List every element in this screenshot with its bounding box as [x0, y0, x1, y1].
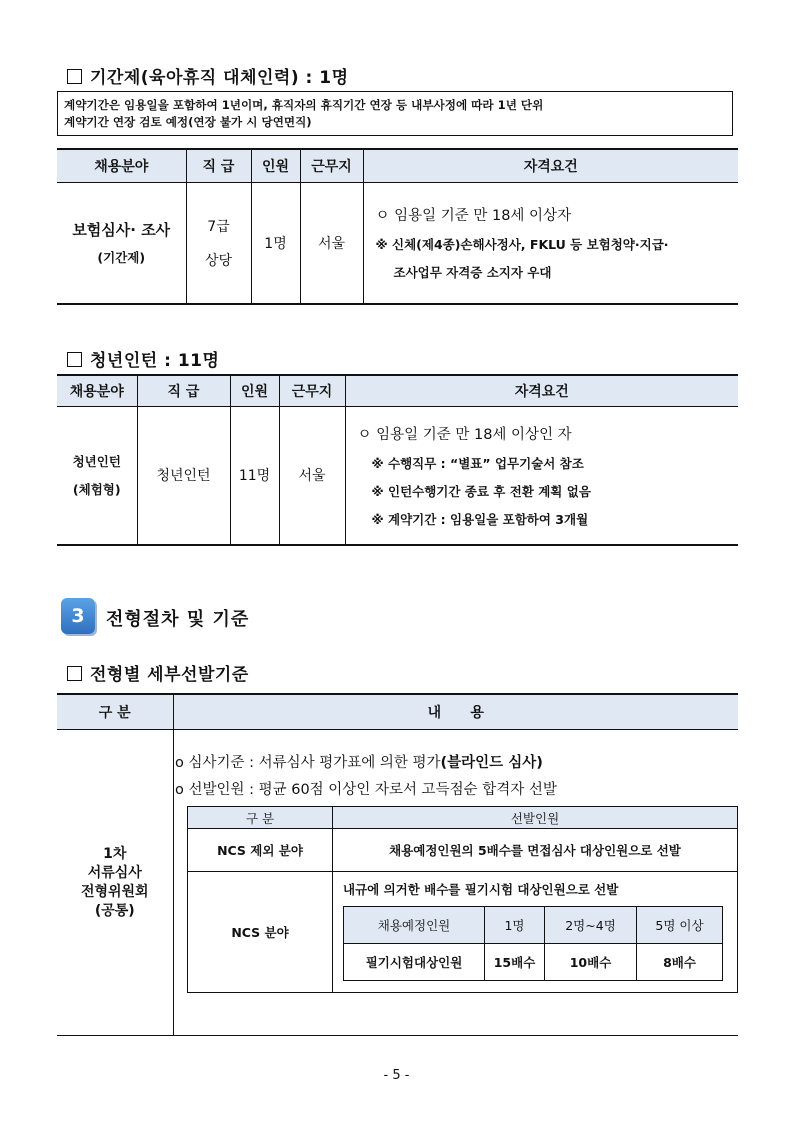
selection-count-table: [187, 806, 738, 993]
count-cell: 1명: [251, 182, 300, 304]
field-cell: [57, 406, 137, 545]
stage-line: 서류심사: [87, 864, 142, 881]
intern-position-table: [57, 374, 738, 546]
notice-line: 계약기간 연장 검토 예정(연장 불가 시 당연면직): [64, 115, 312, 129]
col-header: 직 급: [186, 149, 251, 182]
nested-ratio-table: [343, 906, 723, 981]
section-number-badge: 3: [61, 598, 95, 634]
notice-line: 계약기간은 임용일을 포함하여 1년이며, 휴직자의 휴직기간 연장 등 내부사정에 따라 1년 단위: [64, 98, 544, 112]
section-heading-intern: [67, 346, 219, 371]
requirement-note: ※ 신체(제4종)손해사정사, FKLU 등 보험청약·지급·: [375, 237, 669, 253]
criteria-bold: (블라인드 심사): [440, 755, 543, 771]
section-title: 청년인턴 : 11명: [90, 351, 220, 371]
selection-line: o 선발인원 : 평균 60점 이상인 자로서 고득점순 합격자 선발: [175, 782, 557, 798]
requirement-main: ㅇ 임용일 기준 만 18세 이상자: [375, 208, 572, 225]
inner-category: NCS 분야: [188, 872, 333, 993]
nested-cell: 5명 이상: [637, 907, 723, 944]
requirement-main: ㅇ 임용일 기준 만 18세 이상인 자: [357, 426, 572, 443]
col-header: 자격요건: [345, 375, 738, 406]
nested-cell: 10배수: [545, 944, 637, 981]
inner-desc: 채용예정인원의 5배수를 면접심사 대상인원으로 선발: [333, 829, 738, 872]
nested-cell: 8배수: [637, 944, 723, 981]
requirement-note: ※ 계약기간 : 임용일을 포함하여 3개월: [371, 511, 589, 527]
col-header: 구 분: [57, 694, 173, 730]
inner-category: NCS 제외 분야: [188, 829, 333, 872]
contract-notice-box: [57, 91, 733, 136]
nested-cell: 채용예정인원: [344, 907, 485, 944]
grade-cell: [186, 182, 251, 304]
inner-header: 구 분: [188, 807, 333, 829]
criteria-line: [175, 751, 543, 772]
inner-desc: 내규에 의거한 배수를 필기시험 대상인원으로 선발: [343, 882, 619, 897]
nested-cell: 2명~4명: [545, 907, 637, 944]
section-heading-criteria: [67, 660, 249, 685]
col-header: 근무지: [279, 375, 345, 406]
field-cell: [57, 182, 186, 304]
field-sub: (기간제): [97, 250, 146, 266]
requirements-cell: [345, 406, 738, 545]
requirements-cell: [363, 182, 738, 304]
nested-cell: 1명: [485, 907, 545, 944]
inner-header: 선발인원: [333, 807, 738, 829]
stage-cell: [57, 730, 173, 1036]
field-name: 청년인턴: [72, 454, 121, 470]
col-header: 인원: [230, 375, 279, 406]
grade-line: 상당: [204, 252, 233, 269]
section-title: 전형절차 및 기준: [106, 609, 250, 630]
stage-line: 1차: [103, 845, 127, 862]
nested-cell: 필기시험대상인원: [344, 944, 485, 981]
temporary-position-table: [57, 148, 738, 305]
nested-cell: 15배수: [485, 944, 545, 981]
col-header: 자격요건: [363, 149, 738, 182]
requirement-note: ※ 수행직무 : “별표” 업무기술서 참조: [371, 455, 584, 471]
col-header: 직 급: [137, 375, 230, 406]
field-name: 보험심사· 조사: [72, 221, 171, 240]
count-cell: 11명: [230, 406, 279, 545]
checkbox-square-icon: [67, 69, 82, 84]
location-cell: 서울: [300, 182, 363, 304]
stage-line: 전형위원회: [80, 883, 149, 900]
section-title: 기간제(육아휴직 대체인력) : 1명: [90, 68, 349, 88]
page-number: - 5 -: [383, 1068, 410, 1083]
col-header: 내 용: [173, 694, 738, 730]
field-sub: (체험형): [72, 482, 121, 498]
grade-line: 7급: [207, 218, 230, 235]
inner-desc-cell: [333, 872, 738, 993]
requirement-note: 조사업무 자격증 소지자 우대: [393, 265, 552, 281]
checkbox-square-icon: [67, 352, 82, 367]
col-header: 채용분야: [57, 375, 137, 406]
section-subtitle: 전형별 세부선발기준: [90, 665, 249, 685]
grade-cell: 청년인턴: [137, 406, 230, 545]
requirement-note: ※ 인턴수행기간 종료 후 전환 계획 없음: [371, 483, 591, 499]
col-header: 근무지: [300, 149, 363, 182]
location-cell: 서울: [279, 406, 345, 545]
stage-line: (공통): [94, 902, 135, 919]
col-header: 인원: [251, 149, 300, 182]
criteria-text: o 심사기준 : 서류심사 평가표에 의한 평가: [175, 755, 441, 771]
col-header: 채용분야: [57, 149, 186, 182]
checkbox-square-icon: [67, 666, 82, 681]
section-heading-temporary: [67, 63, 349, 88]
